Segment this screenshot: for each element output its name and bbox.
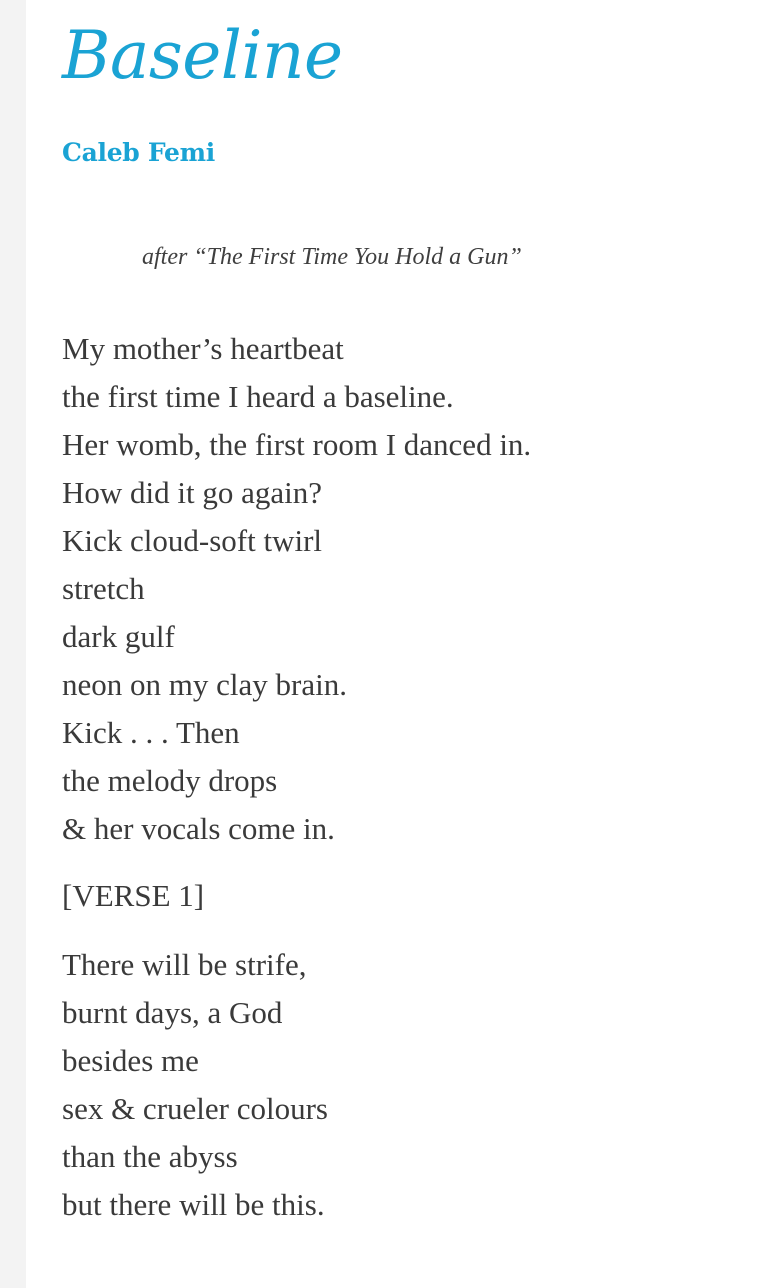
poem-line: the first time I heard a baseline. <box>62 379 454 414</box>
left-rail <box>0 0 26 1288</box>
poem-line: the melody drops <box>62 763 278 798</box>
poem-line: There will be strife, <box>62 947 307 982</box>
stanza-2 <box>62 941 328 1229</box>
poem-line: than the abyss <box>62 1139 238 1174</box>
poem-line: My mother’s heartbeat <box>62 331 344 366</box>
poem-line: Her womb, the first room I danced in. <box>62 427 532 462</box>
poem-line: but there will be this. <box>62 1187 325 1222</box>
poem-line: & her vocals come in. <box>62 811 335 846</box>
poem-line: burnt days, a God <box>62 995 283 1030</box>
poem-line: Kick cloud-soft twirl <box>62 523 323 558</box>
stanza-1 <box>62 325 531 853</box>
poem-line: besides me <box>62 1043 199 1078</box>
poem-line: Kick . . . Then <box>62 715 240 750</box>
poem-line: stretch <box>62 571 145 606</box>
poem-title: Baseline <box>62 17 343 94</box>
poem-line: sex & crueler colours <box>62 1091 328 1126</box>
section-marker-verse-1: [VERSE 1] <box>62 878 205 913</box>
poem-author[interactable]: Caleb Femi <box>62 138 215 167</box>
poem-line: dark gulf <box>62 619 175 654</box>
poem-epigraph: after “The First Time You Hold a Gun” <box>142 244 522 270</box>
poem-line: neon on my clay brain. <box>62 667 347 702</box>
poem-line: How did it go again? <box>62 475 323 510</box>
